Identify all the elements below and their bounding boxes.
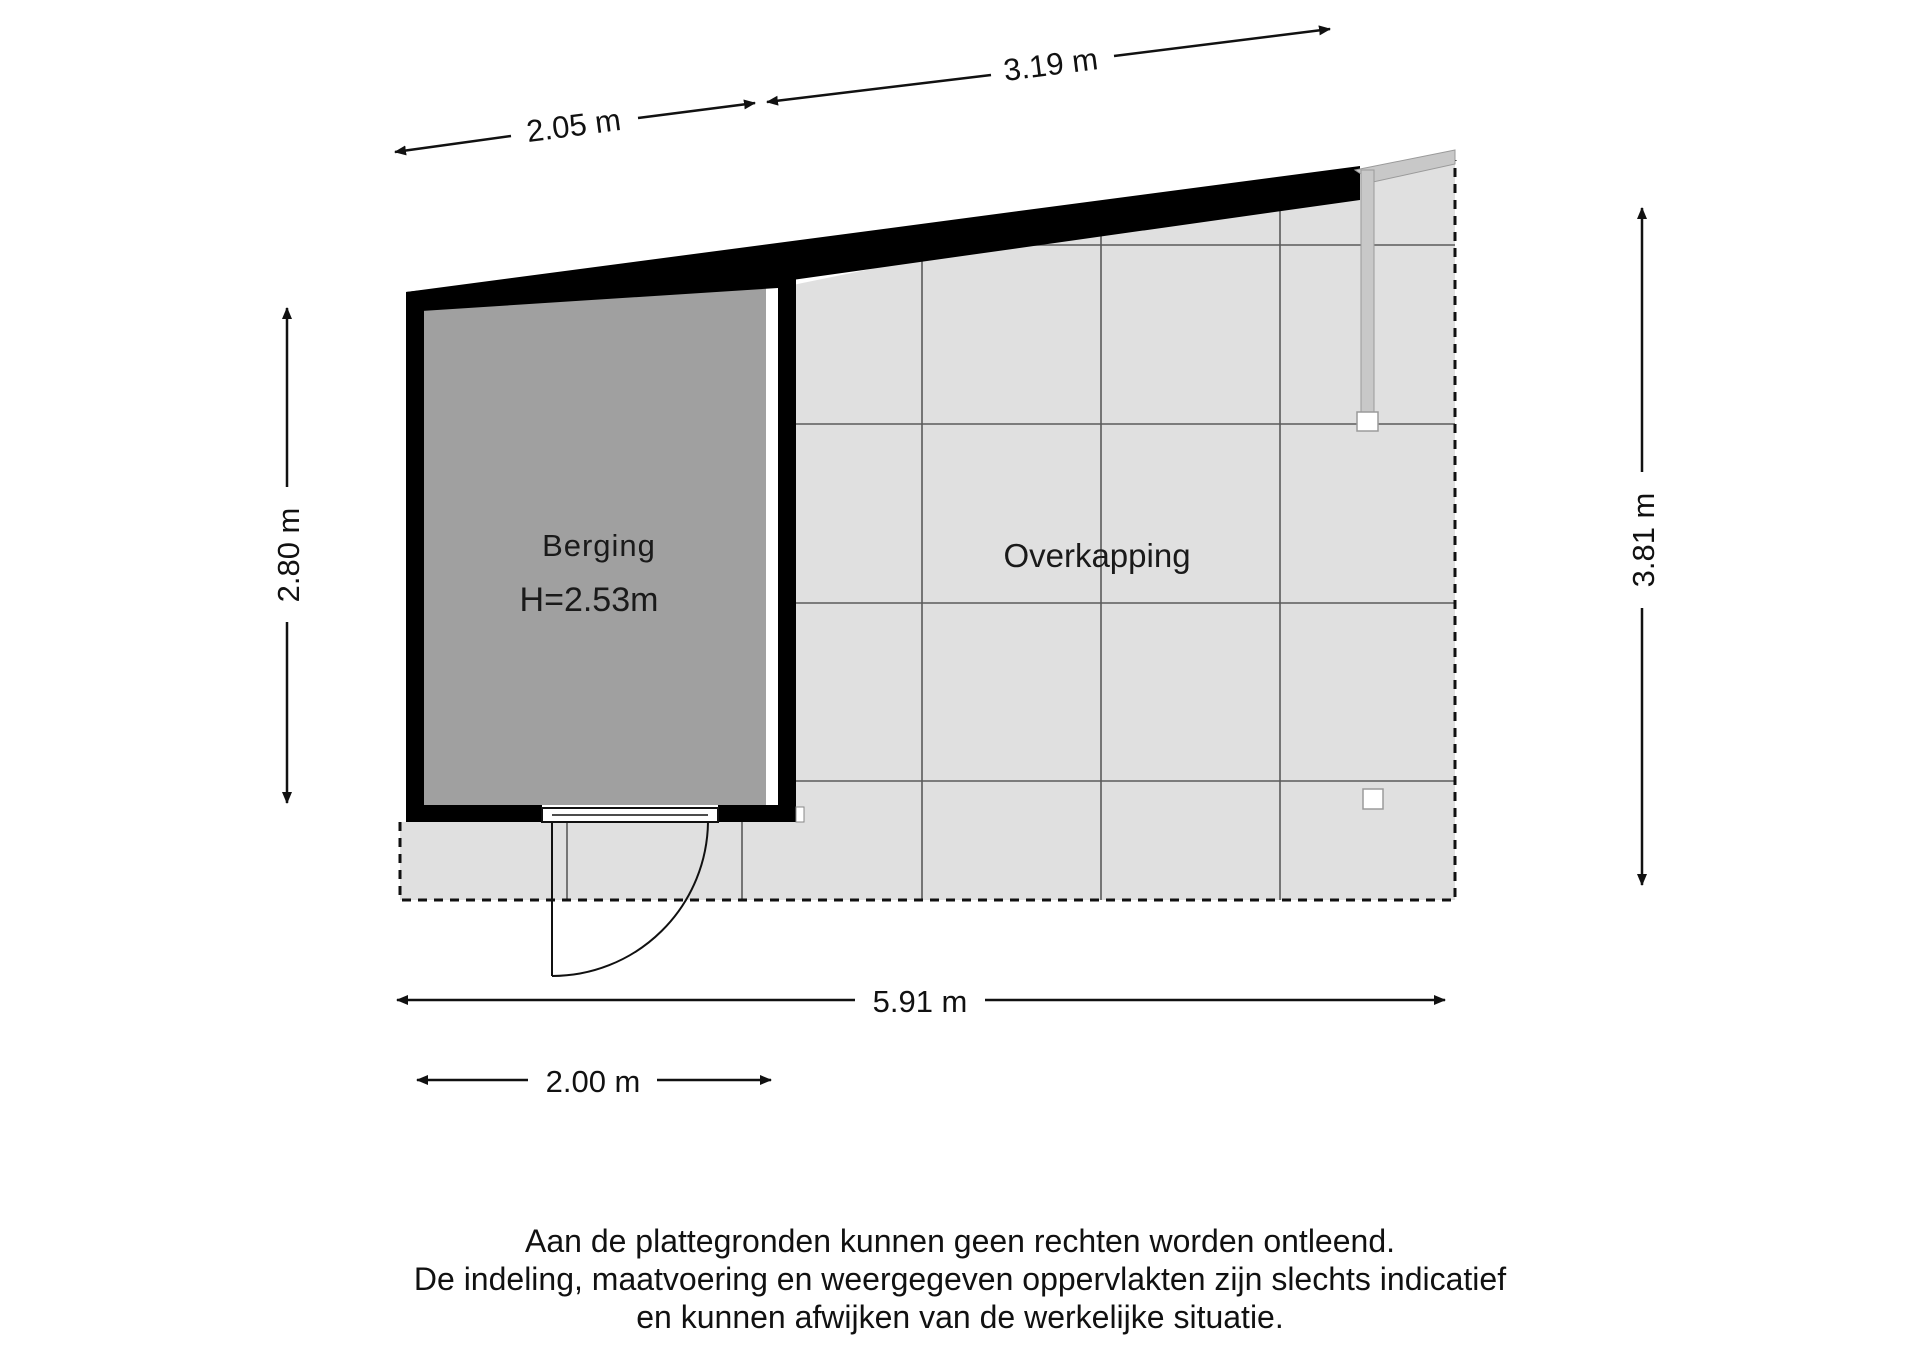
dim-top-right-label: 3.19 m bbox=[1001, 41, 1100, 88]
dim-top-left-line-a bbox=[395, 136, 511, 152]
berging-bottom-wall-right bbox=[718, 805, 796, 822]
berging-right-wall bbox=[778, 260, 796, 822]
overkapping-label: Overkapping bbox=[1003, 537, 1191, 574]
dim-top-right-line-a bbox=[767, 75, 991, 102]
wall-end-cap bbox=[796, 807, 804, 822]
column-post bbox=[1363, 789, 1383, 809]
dim-left-label: 2.80 m bbox=[271, 507, 306, 603]
disclaimer-line-2: De indeling, maatvoering en weergegeven oppervlakten zijn slechts indicatief bbox=[413, 1261, 1507, 1297]
pipe-vertical bbox=[1361, 170, 1374, 418]
dim-top-left-label: 2.05 m bbox=[524, 102, 623, 150]
berging-left-wall bbox=[406, 290, 424, 822]
dim-top-right-line-b bbox=[1114, 29, 1330, 56]
disclaimer-line-1: Aan de plattegronden kunnen geen rechten worden ontleend. bbox=[524, 1223, 1395, 1259]
disclaimer-line-3: en kunnen afwijken van de werkelijke situatie. bbox=[636, 1299, 1284, 1335]
dim-top-left-line-b bbox=[638, 103, 755, 118]
berging-bottom-wall-left bbox=[406, 805, 542, 822]
pipe-outlet bbox=[1357, 412, 1378, 431]
dim-right-label: 3.81 m bbox=[1626, 492, 1661, 588]
berging-height-label: H=2.53m bbox=[519, 581, 659, 619]
disclaimer bbox=[0, 1222, 1920, 1336]
berging-label: Berging bbox=[542, 528, 656, 563]
dim-bottom-berging-label: 2.00 m bbox=[545, 1064, 641, 1099]
dim-bottom-total-label: 5.91 m bbox=[872, 984, 968, 1019]
